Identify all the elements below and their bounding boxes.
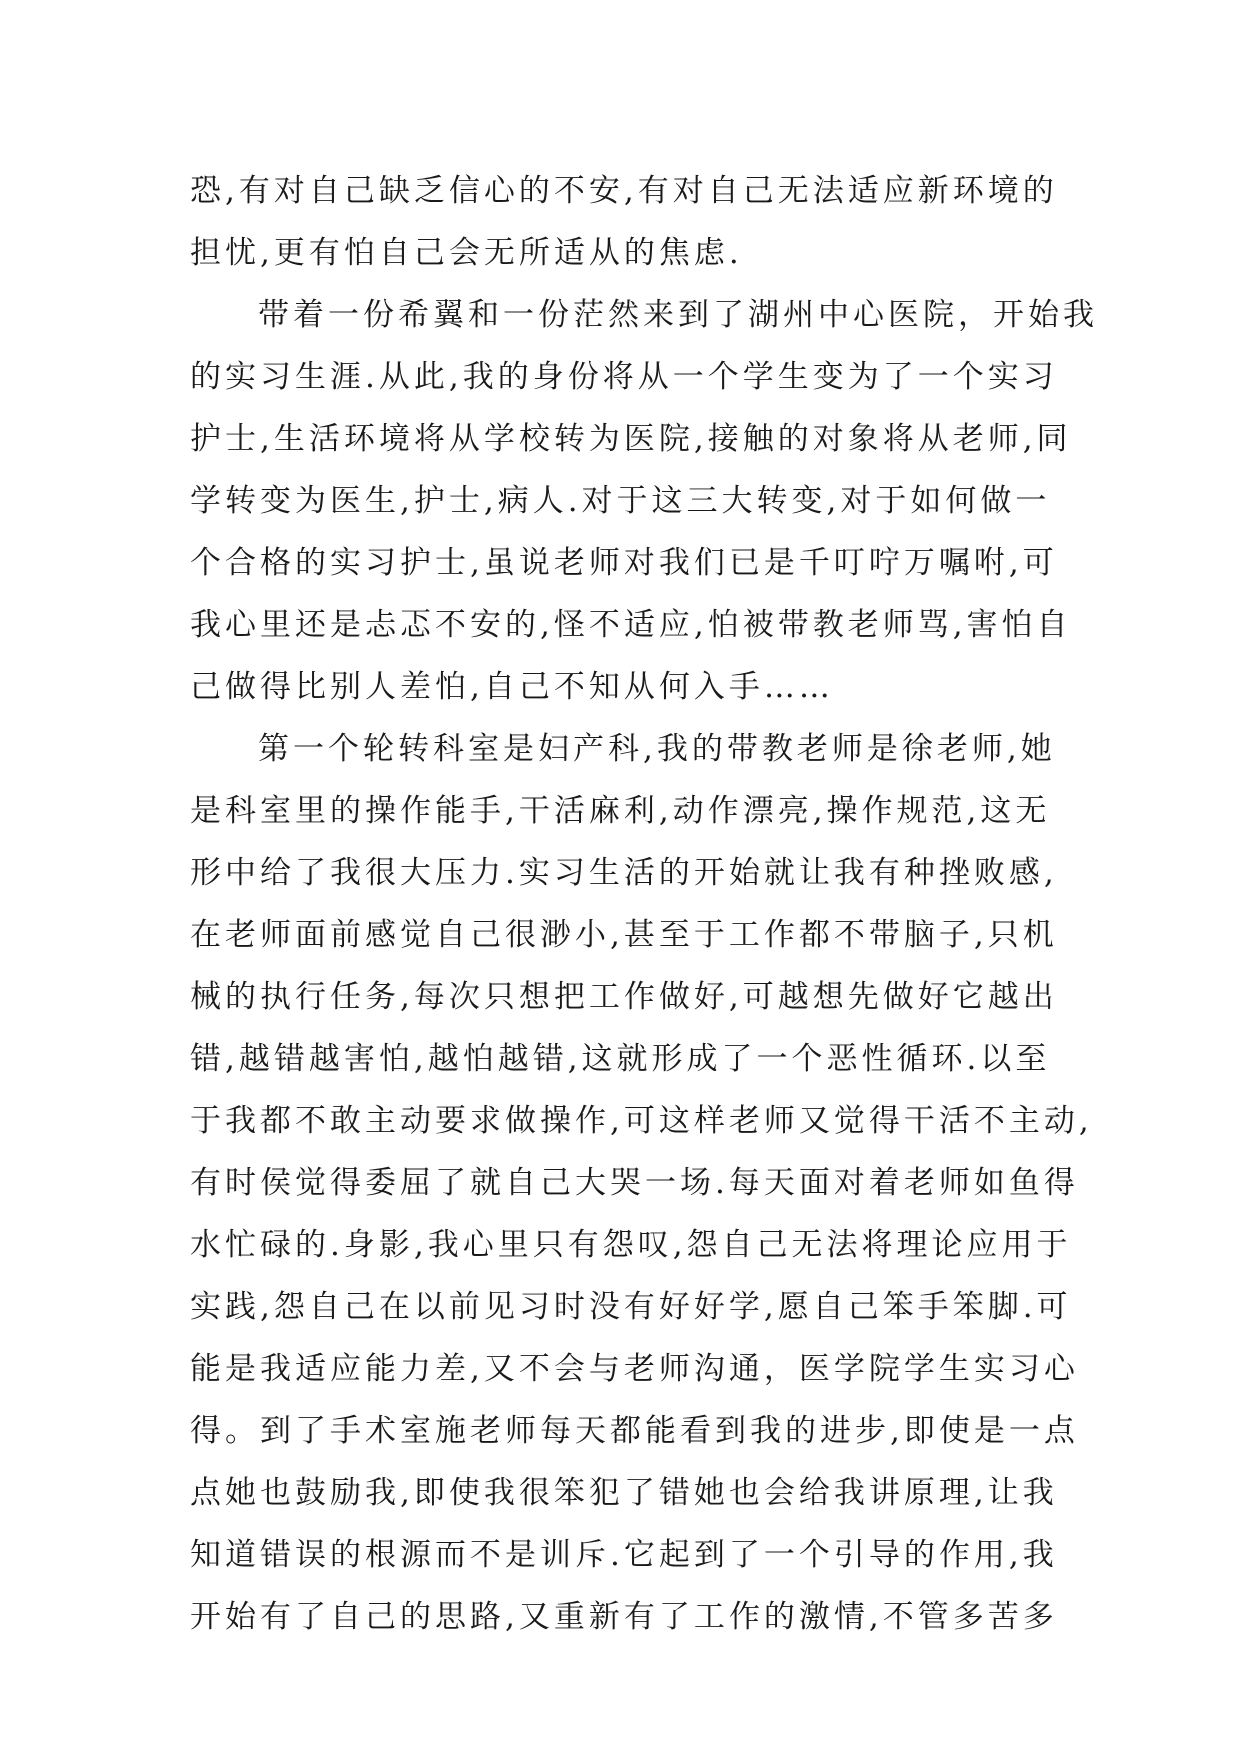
text-line: 实践,怨自己在以前见习时没有好好学,愿自己笨手笨脚.可	[190, 1289, 1072, 1325]
text-line: 于我都不敢主动要求做操作,可这样老师又觉得干活不主动,	[190, 1103, 1093, 1139]
text-line: 有时侯觉得委屈了就自己大哭一场.每天面对着老师如鱼得	[190, 1165, 1079, 1201]
text-line: 开始有了自己的思路,又重新有了工作的激情,不管多苦多	[190, 1599, 1058, 1635]
text-line: 点她也鼓励我,即使我很笨犯了错她也会给我讲原理,让我	[190, 1475, 1058, 1511]
text-line: 错,越错越害怕,越怕越错,这就形成了一个恶性循环.以至	[190, 1041, 1051, 1077]
text-line: 的实习生涯.从此,我的身份将从一个学生变为了一个实习	[190, 359, 1058, 395]
body-text	[190, 160, 1098, 1648]
text-line: 己做得比别人差怕,自己不知从何入手……	[190, 669, 834, 705]
text-line: 恐,有对自己缺乏信心的不安,有对自己无法适应新环境的	[190, 173, 1058, 209]
text-line: 学转变为医生,护士,病人.对于这三大转变,对于如何做一	[190, 483, 1051, 519]
text-line: 护士,生活环境将从学校转为医院,接触的对象将从老师,同	[190, 421, 1072, 457]
text-line: 个合格的实习护士,虽说老师对我们已是千叮咛万嘱咐,可	[190, 545, 1058, 581]
text-line: 知道错误的根源而不是训斥.它起到了一个引导的作用,我	[190, 1537, 1058, 1573]
text-line: 形中给了我很大压力.实习生活的开始就让我有种挫败感,	[190, 855, 1058, 891]
text-line: 我心里还是忐忑不安的,怪不适应,怕被带教老师骂,害怕自	[190, 607, 1072, 643]
text-line: 得。到了手术室施老师每天都能看到我的进步,即使是一点	[190, 1413, 1079, 1449]
paragraph-start-line: 带着一份希翼和一份茫然来到了湖州中心医院，开始我	[258, 297, 1098, 333]
text-line: 是科室里的操作能手,干活麻利,动作漂亮,操作规范,这无	[190, 793, 1051, 829]
text-line: 械的执行任务,每次只想把工作做好,可越想先做好它越出	[190, 979, 1058, 1015]
text-line: 水忙碌的.身影,我心里只有怨叹,怨自己无法将理论应用于	[190, 1227, 1072, 1263]
text-line: 担忧,更有怕自己会无所适从的焦虑.	[190, 235, 743, 271]
text-line: 在老师面前感觉自己很渺小,甚至于工作都不带脑子,只机	[190, 917, 1058, 953]
paragraph-start-line: 第一个轮转科室是妇产科,我的带教老师是徐老师,她	[258, 731, 1056, 767]
text-line: 能是我适应能力差,又不会与老师沟通，医学院学生实习心	[190, 1351, 1079, 1387]
